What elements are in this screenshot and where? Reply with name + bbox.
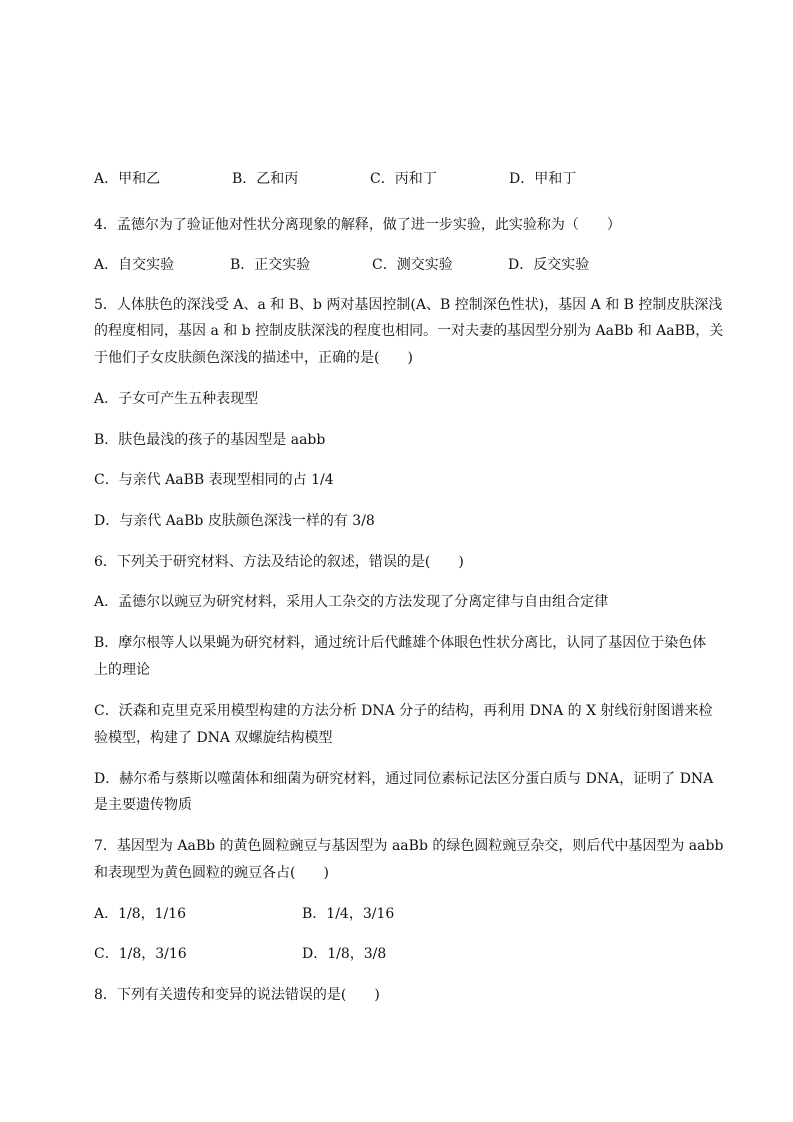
q6-option-d-line: 是主要遗传物质 (94, 797, 192, 813)
q6-option-c-line: 验模型，构建了 DNA 双螺旋结构模型 (94, 730, 333, 746)
q6-option-b-line: B．摩尔根等人以果蝇为研究材料，通过统计后代雌雄个体眼色性状分离比，认同了基因位于染色体 (94, 635, 707, 651)
q8-stem: 8．下列有关遗传和变异的说法错误的是( ) (94, 987, 380, 1003)
q4-option-a: A．自交实验 (94, 257, 175, 273)
q7-option-d: D．1/8，3/8 (302, 946, 387, 962)
q5-stem-line: 于他们子女皮肤颜色深浅的描述中，正确的是( ) (94, 350, 413, 366)
q4-option-b: B．正交实验 (230, 257, 311, 273)
q3-option-b: B．乙和丙 (232, 171, 299, 187)
q5-option-a: A．子女可产生五种表现型 (94, 391, 259, 407)
q7-stem-line: 7．基因型为 AaBb 的黄色圆粒豌豆与基因型为 aaBb 的绿色圆粒豌豆杂交，则后代中基因型为 aabb (94, 838, 724, 854)
q5-option-d: D．与亲代 AaBb 皮肤颜色深浅一样的有 3/8 (94, 513, 375, 529)
q3-option-c: C．丙和丁 (370, 171, 437, 187)
q7-stem-line: 和表现型为黄色圆粒的豌豆各占( ) (94, 865, 329, 881)
q7-option-a: A．1/8，1/16 (94, 906, 187, 922)
q4-option-c: C．测交实验 (372, 257, 453, 273)
q6-option-b-line: 上的理论 (94, 662, 150, 678)
q6-option-c-line: C．沃森和克里克采用模型构建的方法分析 DNA 分子的结构，再利用 DNA 的 X 射线衍射图谱来检 (94, 703, 713, 719)
q6-option-a: A．孟德尔以豌豆为研究材料，采用人工杂交的方法发现了分离定律与自由组合定律 (94, 594, 609, 610)
q5-stem-line: 的程度相同，基因 a 和 b 控制皮肤深浅的程度也相同。一对夫妻的基因型分别为 AaBb 和 AaBB，关 (94, 323, 724, 339)
q3-option-d: D．甲和丁 (509, 171, 577, 187)
q6-stem: 6．下列关于研究材料、方法及结论的叙述，错误的是( ) (94, 554, 464, 570)
q5-option-c: C．与亲代 AaBB 表现型相同的占 1/4 (94, 472, 334, 488)
q4-option-d: D．反交实验 (508, 257, 590, 273)
q6-option-d-line: D．赫尔希与蔡斯以噬菌体和细菌为研究材料，通过同位素标记法区分蛋白质与 DNA，证明了 DNA (94, 771, 714, 787)
q5-stem-line: 5．人体肤色的深浅受 A、a 和 B、b 两对基因控制(A、B 控制深色性状)，基因 A 和 B 控制皮肤深浅 (94, 297, 723, 313)
q7-option-b: B．1/4，3/16 (302, 906, 395, 922)
q5-option-b: B．肤色最浅的孩子的基因型是 aabb (94, 432, 326, 448)
q7-option-c: C．1/8，3/16 (94, 946, 187, 962)
q4-stem: 4．孟德尔为了验证他对性状分离现象的解释，做了进一步实验，此实验称为（ ） (94, 217, 621, 233)
q3-option-a: A．甲和乙 (94, 171, 161, 187)
